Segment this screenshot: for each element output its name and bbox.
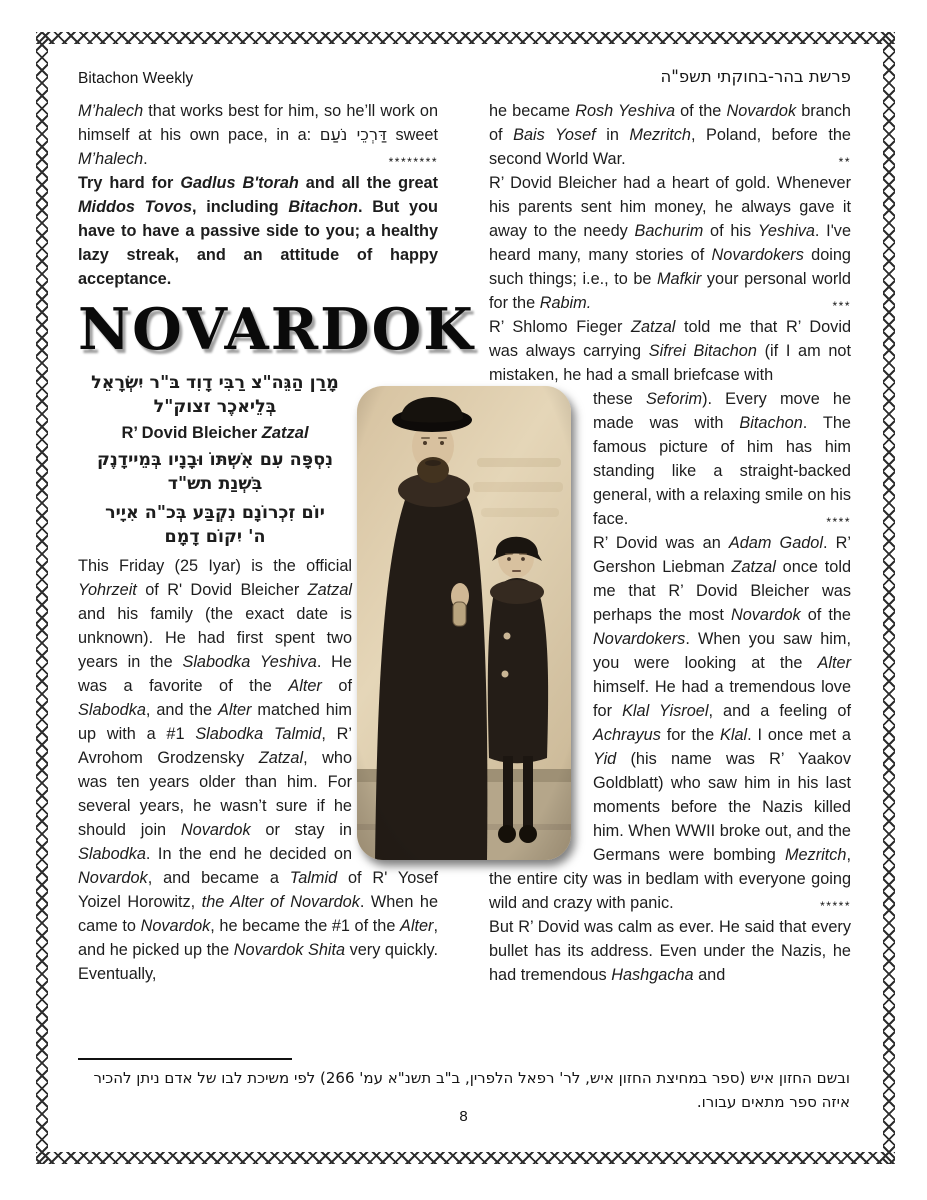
text-run: Alter: [817, 654, 851, 672]
text-run: he became: [489, 102, 576, 120]
text-run: told me that R’ Dovid was always carrying: [489, 318, 851, 360]
stitch-border-left: [36, 32, 48, 1164]
text-run: . But you have to have a passive side to you; a healthy lazy streak, and an attitude of happy acceptance.: [78, 198, 438, 288]
text-run: of: [321, 677, 352, 695]
text-run: But R’ Dovid was calm as ever. He said that every bullet has its address. Even under the Nazis, he had tremendous: [489, 918, 851, 984]
text-run: , he became the #1 of the: [210, 917, 400, 935]
paragraph: [78, 99, 438, 171]
paragraph: [489, 99, 851, 171]
text-run: Yohrzeit: [78, 581, 137, 599]
text-run: Yid: [593, 750, 617, 768]
text-run: branch of: [489, 102, 851, 144]
text-run: . I've heard many, many stories of: [489, 222, 852, 264]
text-run: Zatzal: [631, 318, 676, 336]
text-run: doing such things; i.e., to be: [489, 246, 851, 288]
text-run: , and the: [145, 701, 218, 719]
text-run: This Friday (25 Iyar) is the official: [78, 557, 352, 575]
text-run: of the: [675, 102, 727, 120]
text-run: Novardokers: [711, 246, 804, 264]
text-run: Zatzal: [731, 558, 776, 576]
text-run: Hashgacha: [611, 966, 694, 984]
parsha-date-header: פרשת בהר-בחוקתי תשפ"ה: [660, 67, 851, 86]
text-run: Bais Yosef: [513, 126, 596, 144]
paragraph-bold: [78, 171, 438, 291]
text-run: Achrayus: [593, 726, 661, 744]
text-run: . I once met a: [747, 726, 851, 744]
text-run: Middos Tovos: [78, 198, 193, 216]
text-run: Novardok: [78, 869, 148, 887]
memorial-hebrew-line: בְּלֵיאכֶר זצוק"ל: [153, 397, 277, 417]
text-run: Zatzal: [307, 581, 352, 599]
page-number: 8: [459, 1108, 468, 1125]
text-run: Novardok: [726, 102, 797, 120]
memorial-hebrew-line: נִסְפָּה עִם אִשְׁתּוֹ וּבָנָיו בְּמֵיידָנֶק: [96, 450, 334, 470]
text-run: . He was a favorite of the: [78, 653, 352, 695]
text-run: Try hard for: [78, 174, 181, 192]
text-run: of the: [800, 606, 851, 624]
text-run: Alter: [217, 701, 252, 719]
asterisk-separator: ***: [832, 299, 851, 313]
text-run: Mezritch: [629, 126, 691, 144]
text-run: Alter: [288, 677, 322, 695]
text-run: and all the great: [298, 174, 438, 192]
text-run: once told me that R’ Dovid Bleicher was perhaps the most: [593, 558, 851, 624]
text-run: , R’ Avrohom Grodzensky: [78, 725, 353, 767]
text-run: for the: [660, 726, 720, 744]
text-run: (his name was R’ Yaakov Goldblatt) who saw him in his last moments before the Nazis killed him. When WWII broke out, and the Germans were bombing: [593, 750, 851, 864]
text-run: Adam Gadol: [728, 534, 823, 552]
text-run: Novardok: [180, 821, 251, 839]
text-run: Slabodka Talmid: [195, 725, 322, 743]
text-run: R’ Dovid Bleicher: [121, 424, 262, 442]
publication-title: Bitachon Weekly: [78, 70, 194, 87]
text-run: Zatzal: [261, 424, 309, 442]
text-run: Rosh Yeshiva: [575, 102, 675, 120]
text-run: , and became a: [147, 869, 290, 887]
text-run: the Alter of Novardok: [201, 893, 360, 911]
text-run: M’halech: [78, 150, 144, 168]
text-run: your personal world for the: [489, 270, 851, 312]
text-run: himself. He had a tremendous love for: [593, 678, 851, 720]
text-run: , including: [192, 198, 289, 216]
paragraph: [489, 171, 851, 315]
memorial-hebrew-line: ה' יִקוֹם דָמָם: [164, 527, 266, 547]
text-run: . In the end he decided on: [145, 845, 352, 863]
text-run: Zatzal: [258, 749, 304, 767]
text-run: Slabodka Yeshiva: [182, 653, 317, 671]
footnote-separator-rule: [78, 1058, 292, 1060]
asterisk-separator: *****: [820, 899, 851, 913]
asterisk-separator: ****: [826, 515, 851, 529]
text-run: Yeshiva: [757, 222, 815, 240]
text-run: .: [143, 150, 148, 168]
text-run: ). Every move he made was with: [593, 390, 852, 432]
paragraph: [489, 315, 851, 387]
historical-photo-dovid-bleicher-and-son: [357, 386, 571, 860]
text-run: matched him up with a #1: [78, 701, 352, 743]
stitch-border-bottom: [36, 1152, 895, 1164]
text-run: , Poland, before the second World War.: [489, 126, 851, 168]
text-run: Alter: [399, 917, 434, 935]
text-run: Novardok Shita: [233, 941, 346, 959]
text-run: R’ Dovid Bleicher had a heart of gold. Whenever his parents sent him money, he always gave it away to the needy: [489, 174, 851, 240]
text-run: Klal: [719, 726, 748, 744]
text-run: and: [693, 966, 726, 984]
stitch-border-right: [883, 32, 895, 1164]
text-run: , the entire city was in bedlam with everyone going wild and crazy with panic.: [489, 846, 851, 912]
text-run: and his family (the exact date is unknown). He had first spent two years in the: [78, 605, 352, 671]
text-run: Slabodka: [78, 845, 146, 863]
text-run: Sifrei Bitachon: [648, 342, 757, 360]
text-run: Klal Yisroel: [622, 702, 709, 720]
text-run: of R' Dovid Bleicher: [136, 581, 308, 599]
text-run: , who was ten years older than him. For several years, he wasn’t sure if he should join: [78, 749, 352, 839]
text-run: Bitachon: [739, 414, 803, 432]
text-run: these: [593, 390, 646, 408]
text-run: (if I am not mistaken, he had a small briefcase with: [489, 342, 851, 384]
text-run: . When you saw him, you were looking at the: [593, 630, 851, 672]
stitch-border-top: [36, 32, 895, 44]
text-run: Novardok: [730, 606, 801, 624]
text-run: Bachurim: [634, 222, 704, 240]
text-run: Slabodka: [78, 701, 146, 719]
novardok-section-title: NOVARDOK: [78, 296, 475, 363]
text-run: , and a feeling of: [708, 702, 851, 720]
text-run: Rabim.: [539, 294, 592, 312]
footnote-text: ובשם החזון איש (ספר במחיצת החזון איש, לר' רפאל הלפרין, ב"ב תשנ"א עמ' 266) לפי משיכת לבו של אדם ניתן להכיר איזה ספר מתאים עבורו.: [93, 1069, 850, 1111]
text-run: very quickly. Eventually,: [78, 941, 438, 983]
text-run: of R' Yosef Yoizel Horowitz,: [78, 869, 438, 911]
text-run: Mezritch: [784, 846, 847, 864]
text-run: , and he picked up the: [78, 917, 438, 959]
text-run: Bitachon: [288, 198, 358, 216]
paragraph: [489, 915, 851, 987]
text-run: Talmid: [289, 869, 338, 887]
text-run: in: [595, 126, 630, 144]
text-run: . The famous picture of him has him standing like a straight-backed general, with a relaxing smile on his face.: [593, 414, 851, 528]
text-run: . When he came to: [78, 893, 438, 935]
asterisk-separator: **: [838, 155, 851, 169]
text-run: Mafkir: [657, 270, 702, 288]
text-run: Gadlus B'torah: [180, 174, 299, 192]
text-run: R’ Dovid was an: [593, 534, 729, 552]
text-run: Seforim: [645, 390, 703, 408]
text-run: דַּרְכֵי נֹעַם: [319, 125, 387, 144]
text-run: or stay in: [250, 821, 352, 839]
text-run: Novardok: [140, 917, 211, 935]
text-run: . R’ Gershon Liebman: [593, 534, 851, 576]
text-run: sweet: [386, 126, 438, 144]
asterisk-separator: ********: [388, 155, 438, 169]
photo-illustration: [357, 386, 571, 860]
text-run: M’halech: [78, 102, 144, 120]
memorial-hebrew-line: מָרַן הַגֵּה"צ רַבִּי דָוִד בּ"ר יִשְׂרָאֵל: [91, 373, 339, 393]
memorial-hebrew-line: יוֹם זִכְרוֹנָם נִקְבַּע בְּכ"ה אִיָיר: [105, 503, 325, 523]
text-run: R’ Shlomo Fieger: [489, 318, 632, 336]
text-run: that works best for him, so he’ll work on himself at his own pace, in a:: [78, 102, 438, 144]
text-run: Novardokers: [593, 630, 686, 648]
memorial-hebrew-line: בִּשְׁנַת תש"ד: [167, 474, 263, 494]
text-run: of his: [703, 222, 758, 240]
